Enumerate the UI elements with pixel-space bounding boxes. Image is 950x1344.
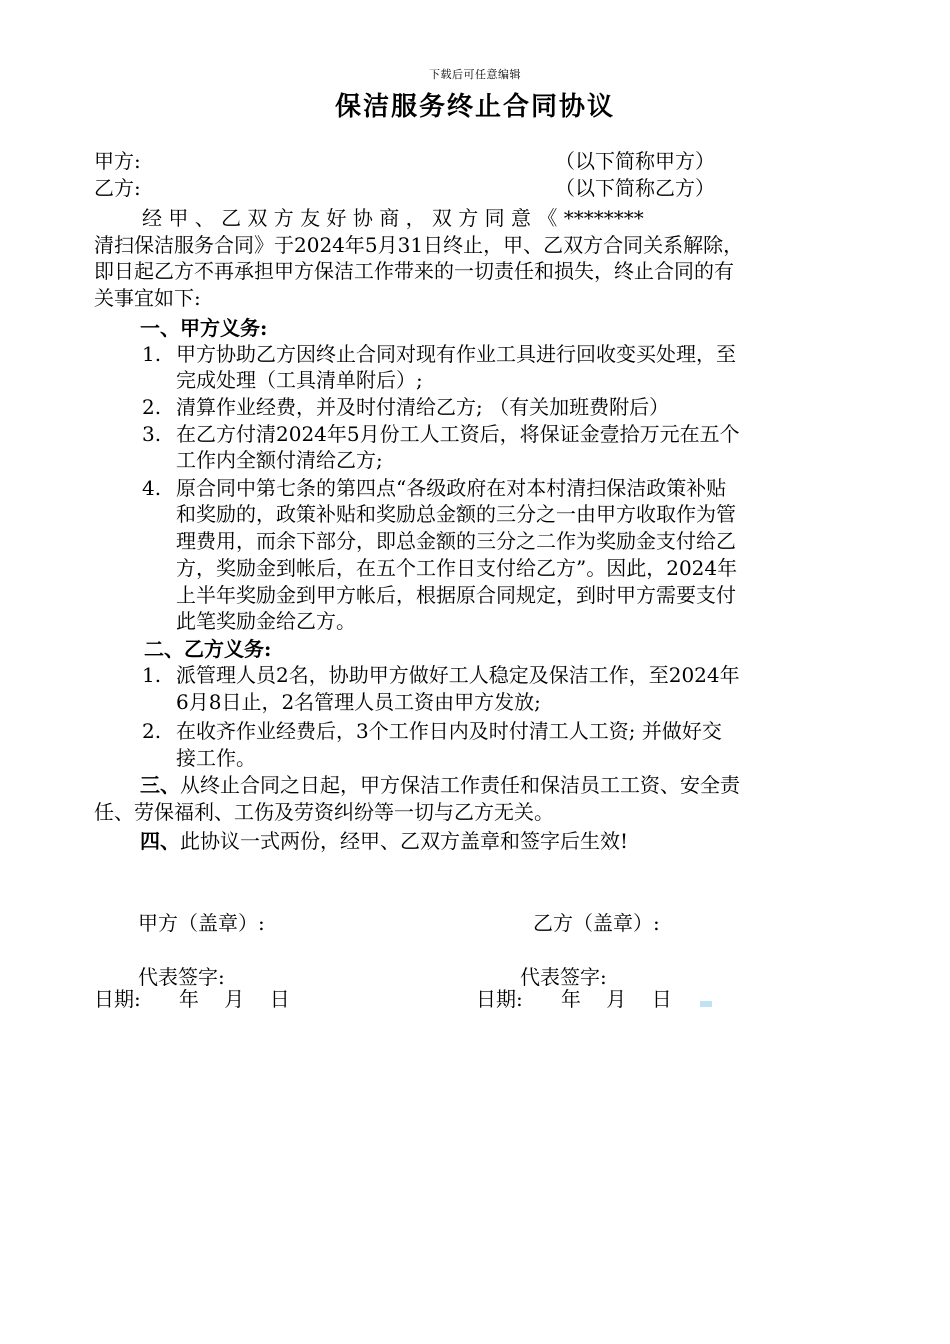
s1-item1-line2: 完成处理（工具清单附后）; [176, 368, 423, 392]
party-b-label: 乙方: [94, 176, 141, 200]
section3-line1: 三、从终止合同之日起，甲方保洁工作责任和保洁员工工资、安全责 [140, 773, 740, 797]
s1-item2-line1: 2. 清算作业经费，并及时付清给乙方; （有关加班费附后） [142, 395, 670, 419]
s1-item3-line2: 工作内全额付清给乙方; [176, 448, 383, 472]
party-a-seal: 甲方（盖章）: [138, 911, 265, 935]
intro-line-2: 清扫保洁服务合同》于2024年5月31日终止，甲、乙双方合同关系解除， [94, 233, 744, 257]
s1-item4-line6: 此笔奖励金给乙方。 [176, 609, 356, 633]
s1-item1-line1: 1. 甲方协助乙方因终止合同对现有作业工具进行回收变买处理，至 [142, 342, 736, 366]
intro-line-1: 经 甲 、 乙 双 方 友 好 协 商 ， 双 方 同 意 《 ******** [142, 206, 644, 230]
party-b-date: 日期: 年 月 日 [476, 987, 672, 1011]
party-a-label: 甲方: [94, 149, 141, 173]
party-a-date: 日期: 年 月 日 [94, 987, 290, 1011]
section3-lead: 三、 [140, 773, 180, 797]
selection-marker [700, 1001, 712, 1007]
intro-line-4: 关事宜如下: [94, 286, 201, 310]
s1-item2-num: 2. [142, 395, 162, 419]
s1-item4-line3: 理费用，而余下部分，即总金额的三分之二作为奖励金支付给乙 [176, 529, 736, 553]
s1-item3-line1: 3. 在乙方付清2024年5月份工人工资后，将保证金壹拾万元在五个 [142, 422, 740, 446]
s1-item4-line2: 和奖励的，政策补贴和奖励总金额的三分之一由甲方收取作为管 [176, 502, 736, 526]
s2-item2-line1: 2. 在收齐作业经费后，3个工作日内及时付清工人工资; 并做好交 [142, 719, 722, 743]
s1-item4-line5: 上半年奖励金到甲方帐后，根据原合同规定，到时甲方需要支付 [176, 583, 736, 607]
header-note: 下载后可任意编辑 [429, 68, 521, 81]
s1-item1-num: 1. [142, 342, 162, 366]
s1-item4-line4: 方，奖励金到帐后，在五个工作日支付给乙方”。因此，2024年 [176, 556, 738, 580]
party-b-seal: 乙方（盖章）: [533, 911, 660, 935]
s2-item1-line2: 6月8日止，2名管理人员工资由甲方发放; [176, 690, 541, 714]
intro-line-3: 即日起乙方不再承担甲方保洁工作带来的一切责任和损失，终止合同的有 [94, 259, 734, 283]
s2-item2-line2: 接工作。 [176, 746, 256, 770]
section2-heading: 二、乙方义务: [144, 637, 272, 661]
s2-item1-line1: 1. 派管理人员2名，协助甲方做好工人稳定及保洁工作，至2024年 [142, 663, 740, 687]
document-title: 保洁服务终止合同协议 [334, 92, 615, 122]
party-a-note: （以下简称甲方） [555, 149, 715, 173]
s2-item1-num: 1. [142, 663, 162, 687]
party-b-rep: 代表签字: [520, 965, 607, 989]
section3-line2: 任、劳保福利、工伤及劳资纠纷等一切与乙方无关。 [94, 800, 554, 824]
s2-item2-num: 2. [142, 719, 162, 743]
s1-item4-line1: 4. 原合同中第七条的第四点“各级政府在对本村清扫保洁政策补贴 [142, 476, 727, 500]
s1-item4-num: 4. [142, 476, 162, 500]
party-b-note: （以下简称乙方） [555, 176, 715, 200]
s1-item3-num: 3. [142, 422, 162, 446]
section4-line: 四、此协议一式两份，经甲、乙双方盖章和签字后生效! [140, 829, 629, 853]
party-a-rep: 代表签字: [138, 965, 225, 989]
section4-lead: 四、 [140, 829, 180, 853]
section1-heading: 一、甲方义务: [140, 316, 268, 340]
